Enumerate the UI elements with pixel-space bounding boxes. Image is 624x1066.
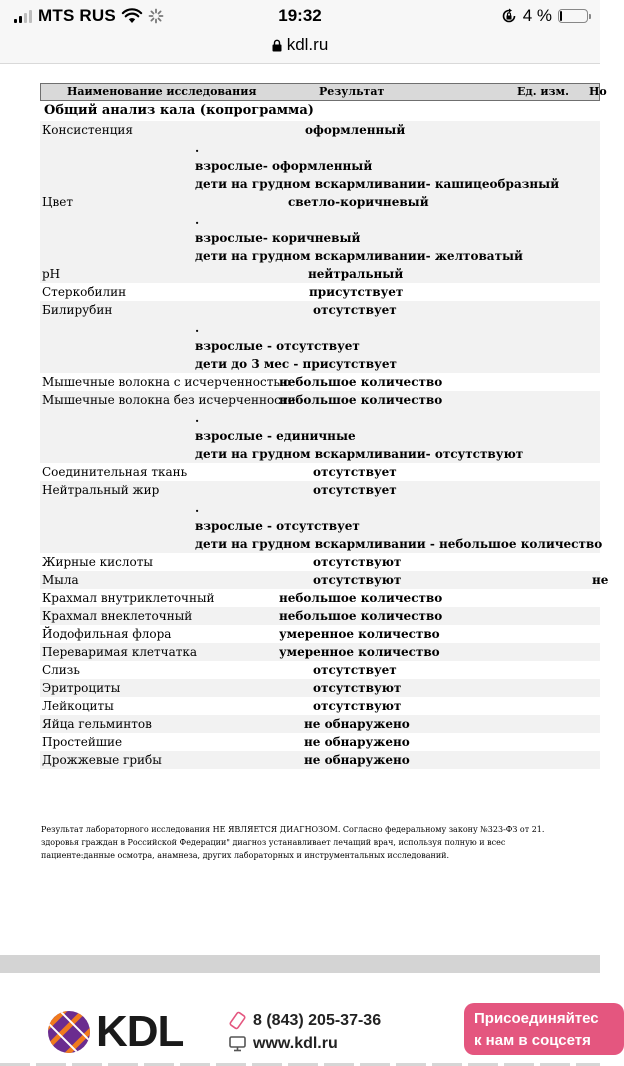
reference-note: дети до 3 мес - присутствует <box>195 357 397 371</box>
test-result: небольшое количество <box>279 591 443 605</box>
reference-note: дети на грудном вскармливании- кашицеобразный <box>195 177 560 191</box>
table-row <box>40 499 600 517</box>
test-result: отсутствуют <box>313 573 402 587</box>
reference-note: . <box>195 411 200 425</box>
table-row <box>40 643 600 661</box>
reference-note: дети на грудном вскармливании- отсутствуют <box>195 447 524 461</box>
test-name: pH <box>42 267 61 281</box>
test-name: Консистенция <box>42 123 133 137</box>
test-result: умеренное количество <box>279 645 440 659</box>
reference-note: взрослые - единичные <box>195 429 356 443</box>
test-name: Йодофильная флора <box>42 627 172 641</box>
test-result: отсутствует <box>313 663 397 677</box>
battery-level <box>560 11 562 21</box>
test-result: не обнаружено <box>304 717 410 731</box>
table-row <box>40 391 600 409</box>
status-right <box>501 6 588 26</box>
test-result: отсутствует <box>313 303 397 317</box>
table-row <box>40 571 609 589</box>
table-row <box>40 625 600 643</box>
reference-note: взрослые- коричневый <box>195 231 361 245</box>
table-row <box>40 247 600 265</box>
reference-note: взрослые - отсутствует <box>195 339 360 353</box>
table-row <box>40 733 600 751</box>
monitor-icon <box>229 1035 246 1052</box>
table-row <box>40 535 603 553</box>
test-result: нейтральный <box>308 267 404 281</box>
table-row <box>40 139 600 157</box>
header-result: Результат <box>319 85 385 98</box>
table-row <box>40 121 600 139</box>
table-row <box>40 175 600 193</box>
reference-note: . <box>195 321 200 335</box>
table-row <box>40 715 600 733</box>
test-name: Простейшие <box>42 735 123 749</box>
test-result: не обнаружено <box>304 753 410 767</box>
test-name: Мышечные волокна без исчерченности <box>42 393 296 407</box>
disclaimer-line: здоровья граждан в Российской Федерации" диагноз устанавливает лечащий врач, используя полную и всес <box>41 838 506 847</box>
status-time: 19:32 <box>278 6 322 25</box>
table-row <box>40 319 600 337</box>
table-row <box>40 373 600 391</box>
test-name: Билирубин <box>42 303 113 317</box>
test-norm: не <box>592 573 609 587</box>
table-row <box>40 607 600 625</box>
phone-icon <box>229 1012 246 1029</box>
test-result: отсутствуют <box>313 555 402 569</box>
logo-text: KDL <box>96 1007 184 1056</box>
test-name: Дрожжевые грибы <box>42 753 162 767</box>
section-title: Общий анализ кала (копрограмма) <box>44 103 314 118</box>
disclaimer-line: Результат лабораторного исследования НЕ ЯВЛЯЕТСЯ ДИАГНОЗОМ. Согласно федеральному закону №323-ФЗ от 21. <box>41 825 545 834</box>
website-link[interactable] <box>229 1032 381 1055</box>
disclaimer <box>41 823 601 862</box>
lab-report <box>40 83 609 769</box>
phone-link[interactable] <box>229 1009 381 1032</box>
header-unit: Ед. изм. <box>517 85 569 98</box>
kdl-logo[interactable] <box>46 1007 183 1057</box>
results-table <box>40 121 609 769</box>
table-row <box>40 337 600 355</box>
table-row <box>40 589 600 607</box>
test-name: Стеркобилин <box>42 285 127 299</box>
table-row <box>40 427 600 445</box>
address-bar[interactable] <box>0 34 600 64</box>
table-row <box>40 409 600 427</box>
test-name: Мышечные волокна с исчерченностью <box>42 375 291 389</box>
header-name: Наименование исследования <box>67 85 257 98</box>
footer <box>0 973 600 1066</box>
table-row <box>40 157 600 175</box>
test-result: небольшое количество <box>279 393 443 407</box>
reference-note: дети на грудном вскармливании- желтоватый <box>195 249 523 263</box>
table-header <box>40 83 607 101</box>
test-result: умеренное количество <box>279 627 440 641</box>
test-result: отсутствует <box>313 465 397 479</box>
test-result: присутствует <box>309 285 404 299</box>
test-name: Жирные кислоты <box>42 555 153 569</box>
test-name: Соединительная ткань <box>42 465 188 479</box>
test-result: не обнаружено <box>304 735 410 749</box>
test-name: Эритроциты <box>42 681 121 695</box>
table-row <box>40 211 600 229</box>
reference-note: дети на грудном вскармливании - небольшое количество <box>195 537 603 551</box>
test-name: Яйца гельминтов <box>42 717 152 731</box>
table-row <box>40 679 600 697</box>
test-result: оформленный <box>305 123 406 137</box>
status-bar <box>0 0 600 34</box>
test-name: Цвет <box>42 195 73 209</box>
test-result: отсутствуют <box>313 681 402 695</box>
table-row <box>40 481 600 499</box>
reference-note: взрослые- оформленный <box>195 159 373 173</box>
test-result: небольшое количество <box>279 375 443 389</box>
table-row <box>40 283 600 301</box>
contacts <box>229 1009 381 1055</box>
kdl-logo-icon <box>46 1009 92 1055</box>
test-result: отсутствуют <box>313 699 402 713</box>
table-row <box>40 661 600 679</box>
join-social-button[interactable] <box>464 1003 624 1055</box>
test-name: Крахмал внеклеточный <box>42 609 193 623</box>
test-name: Переваримая клетчатка <box>42 645 198 659</box>
reference-note: . <box>195 501 200 515</box>
reference-note: . <box>195 141 200 155</box>
reference-note: . <box>195 213 200 227</box>
table-row <box>40 553 600 571</box>
battery-percent: 4 % <box>522 6 552 25</box>
join-line-1: Присоединяйтес <box>474 1010 599 1027</box>
test-result: светло-коричневый <box>288 195 429 209</box>
table-row <box>40 463 600 481</box>
carrier-name: MTS RUS <box>38 6 116 25</box>
battery-icon <box>558 9 588 23</box>
test-result: небольшое количество <box>279 609 443 623</box>
test-name: Лейкоциты <box>42 699 114 713</box>
table-row <box>40 229 600 247</box>
table-row <box>40 301 600 319</box>
test-name: Нейтральный жир <box>42 483 160 497</box>
table-row <box>40 751 600 769</box>
test-name: Мыла <box>42 573 79 587</box>
disclaimer-line: пациенте:данные осмотра, анамнеза, других лабораторных и инструментальных исследований. <box>41 851 450 860</box>
page-separator <box>0 955 600 973</box>
table-row <box>40 697 600 715</box>
lock-icon <box>272 39 282 52</box>
table-row <box>40 193 600 211</box>
phone-number: 8 (843) 205-37-36 <box>253 1012 382 1029</box>
join-line-2: к нам в соцсетя <box>474 1032 591 1049</box>
header-norm: Но <box>589 85 607 98</box>
test-result: отсутствует <box>313 483 397 497</box>
table-row <box>40 517 600 535</box>
url-text: kdl.ru <box>286 35 329 54</box>
url-display[interactable] <box>272 35 329 55</box>
table-row <box>40 355 600 373</box>
website-url: www.kdl.ru <box>253 1035 338 1052</box>
orientation-lock-icon <box>501 8 517 24</box>
test-name: Слизь <box>42 663 80 677</box>
test-name: Крахмал внутриклеточный <box>42 591 215 605</box>
table-row <box>40 265 600 283</box>
table-row <box>40 445 600 463</box>
reference-note: взрослые - отсутствует <box>195 519 360 533</box>
